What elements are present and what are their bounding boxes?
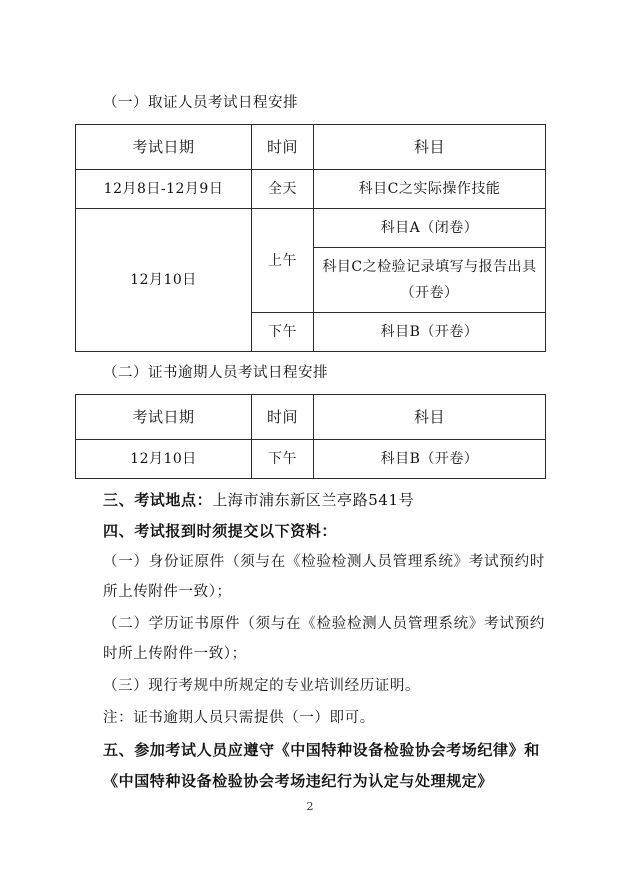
table-1-cell-time-1: 全天 xyxy=(252,170,314,209)
table-1-cell-date-1: 12月8日-12月9日 xyxy=(76,170,252,209)
table-header-row xyxy=(76,125,546,170)
exam-schedule-table-2 xyxy=(75,394,546,479)
table-2-header-date: 考试日期 xyxy=(76,395,252,440)
paragraph-note: 注：证书逾期人员只需提供（一）即可。 xyxy=(103,710,375,726)
table-row xyxy=(76,440,546,479)
section-5-heading: 五、参加考试人员应遵守《中国特种设备检验协会考场纪律》和《中国特种设备检验协会考场违纪行为认定与处理规定》 xyxy=(103,741,540,790)
table-1-header-subject: 科目 xyxy=(314,125,546,170)
table-row xyxy=(76,170,546,209)
table-2-header-time: 时间 xyxy=(252,395,314,440)
section-3-heading xyxy=(75,485,545,516)
document-body xyxy=(75,88,545,797)
table-1-header-time: 时间 xyxy=(252,125,314,170)
table-2-cell-date-1: 12月10日 xyxy=(76,440,252,479)
table-1-cell-subject-3: 科目C之检验记录填写与报告出具（开卷） xyxy=(314,248,546,313)
table-2-cell-time-1: 下午 xyxy=(252,440,314,479)
table-row xyxy=(76,209,546,248)
section-3-text: 上海市浦东新区兰亭路541号 xyxy=(212,491,415,509)
paragraph-item-2: （二）学历证书原件（须与在《检验检测人员管理系统》考试预约时所上传附件一致）； xyxy=(103,616,545,662)
table-header-row xyxy=(76,395,546,440)
page-number: 2 xyxy=(306,800,314,813)
section-4-heading: 四、考试报到时须提交以下资料： xyxy=(103,522,338,540)
paragraph-item-1: （一）身份证原件（须与在《检验检测人员管理系统》考试预约时所上传附件一致）； xyxy=(103,554,545,600)
table-1-caption: （一）取证人员考试日程安排 xyxy=(103,95,298,111)
table-1-cell-time-4: 下午 xyxy=(252,313,314,352)
table-1-cell-subject-4: 科目B（开卷） xyxy=(314,313,546,352)
table-1-cell-time-2: 上午 xyxy=(252,209,314,313)
table-2-cell-subject-1: 科目B（开卷） xyxy=(314,440,546,479)
section-3-label: 三、考试地点： xyxy=(103,491,213,509)
table-1-cell-subject-2: 科目A（闭卷） xyxy=(314,209,546,248)
table-1-header-date: 考试日期 xyxy=(76,125,252,170)
table-1-cell-subject-1: 科目C之实际操作技能 xyxy=(314,170,546,209)
paragraph-item-3: （三）现行考规中所规定的专业培训经历证明。 xyxy=(103,678,421,694)
exam-schedule-table-1 xyxy=(75,124,546,352)
table-2-caption: （二）证书逾期人员考试日程安排 xyxy=(103,365,328,381)
table-1-cell-date-2: 12月10日 xyxy=(76,209,252,352)
table-2-header-subject: 科目 xyxy=(314,395,546,440)
